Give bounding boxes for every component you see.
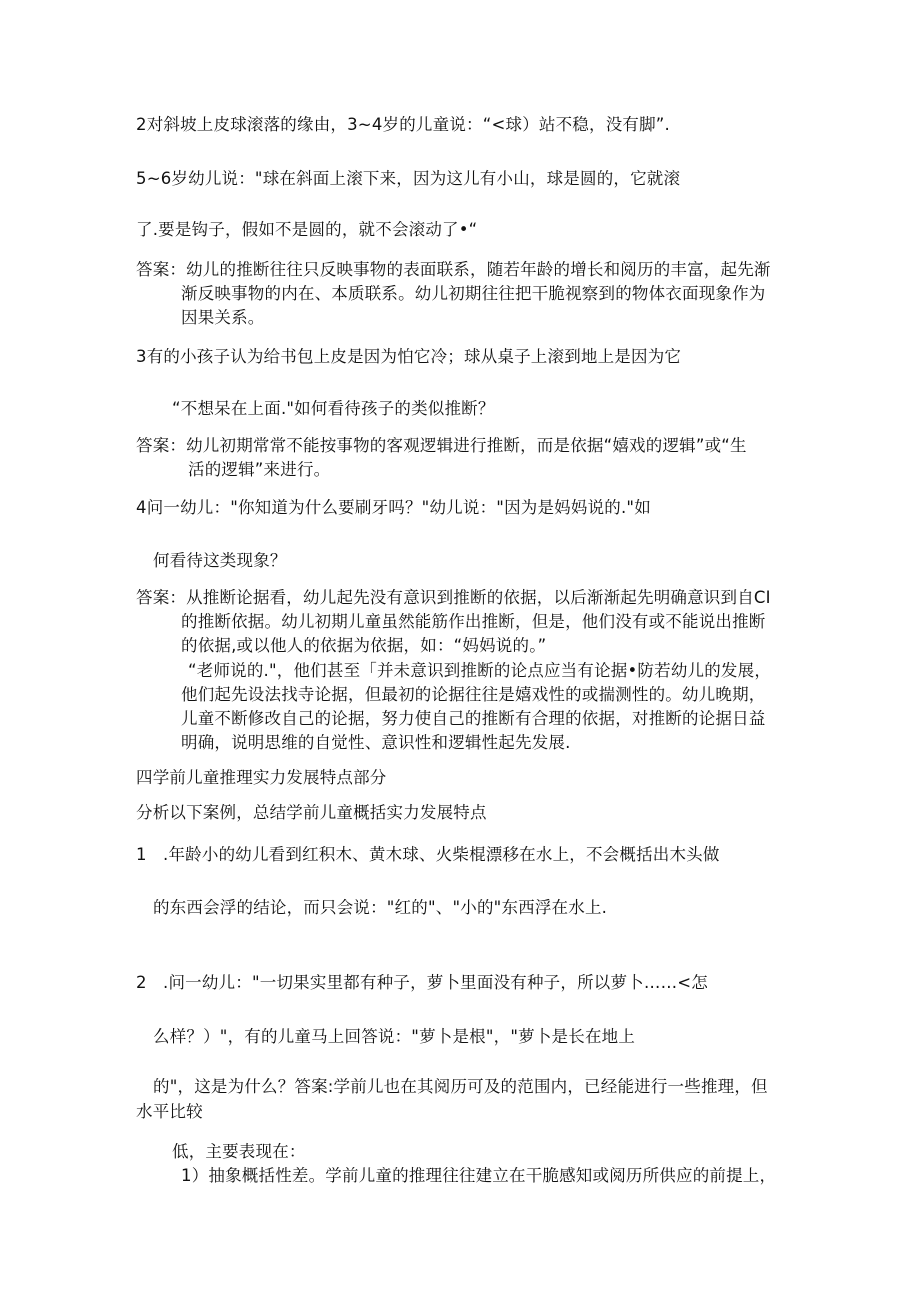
text-line: “不想呆在上面."如何看待孩子的类似推断？ — [172, 399, 495, 418]
answer-line: 的推断依据。幼儿初期儿童虽然能筋作出推断，但是，他们没有或不能说出推断 — [181, 612, 766, 631]
answer-line: 明确，说明思维的自觉性、意识性和逻辑性起先发展. — [181, 733, 571, 752]
text-line: 的东西会浮的结论，而只会说："红的"、"小的"东西浮在水上. — [153, 898, 608, 917]
text-line: 3有的小孩子认为给书包上皮是因为怕它冷；球从桌子上滚到地上是因为它 — [136, 347, 682, 366]
answer-line: 渐反映事物的内在、本质联系。幼儿初期往往把干脆视察到的物体衣面现象作为 — [181, 284, 766, 303]
text-line: 2 .问一幼儿："一切果实里都有种子，萝卜里面没有种子，所以萝卜……<怎 — [136, 973, 708, 992]
answer-line: 的依据,或以他人的依据为依据，如：“妈妈说的。” — [181, 636, 547, 655]
text-line: 1）抽象概括性差。学前儿童的推理往往建立在干脆感知或阅历所供应的前提上， — [181, 1166, 777, 1185]
text-line: 水平比较 — [136, 1102, 203, 1121]
answer-line: 儿童不断修改自己的论据，努力使自己的推断有合理的依据，对推断的论据日益 — [181, 709, 766, 728]
text-line: 何看待这类现象？ — [153, 551, 287, 570]
text-line: 4问一幼儿："你知道为什么要刷牙吗？"幼儿说："因为是妈妈说的."如 — [136, 498, 651, 517]
answer-line: 答案：从推断论据看，幼儿起先没有意识到推断的依据，以后渐渐起先明确意识到自CI — [136, 588, 771, 607]
text-line: 5~6岁幼儿说："球在斜面上滚下来，因为这儿有小山，球是圆的，它就滚 — [136, 169, 681, 188]
text-line: 低，主要表现在： — [172, 1142, 306, 1161]
section-heading: 四学前儿童推理实力发展特点部分 — [136, 768, 387, 787]
text-line: 了.要是钩子，假如不是圆的，就不会滚动了•“ — [136, 220, 478, 239]
text-line: 2对斜坡上皮球滚落的缘由，3~4岁的儿童说：“<球）站不稳，没有脚”. — [136, 115, 670, 134]
text-line: 的"，这是为什么？答案:学前儿也在其阅历可及的范围内，已经能进行一些推理，但 — [153, 1077, 768, 1096]
answer-line: 因果关系。 — [181, 308, 265, 327]
text-line: 1 .年龄小的幼儿看到红积木、黄木球、火柴棍漂移在水上，不会概括出木头做 — [136, 845, 720, 864]
text-line: 么样？）"，有的儿童马上回答说："萝卜是根"，"萝卜是长在地上 — [153, 1027, 636, 1046]
answer-line: “老师说的."，他们甚至「并未意识到推断的论点应当有论据•防若幼儿的发展， — [188, 661, 772, 680]
text-line: 分析以下案例，总结学前儿童概括实力发展特点 — [136, 803, 487, 822]
answer-line: 答案：幼儿初期常常不能按事物的客观逻辑进行推断，而是依据“嬉戏的逻辑”或“生 — [136, 436, 747, 455]
answer-line: 他们起先设法找寺论据，但最初的论据往往是嬉戏性的或揣测性的。幼儿晚期， — [181, 685, 766, 704]
answer-line: 活的逻辑”来进行。 — [188, 460, 331, 479]
answer-line: 答案：幼儿的推断往往只反映事物的表面联系，随若年龄的增长和阅历的丰富，起先渐 — [136, 260, 771, 279]
